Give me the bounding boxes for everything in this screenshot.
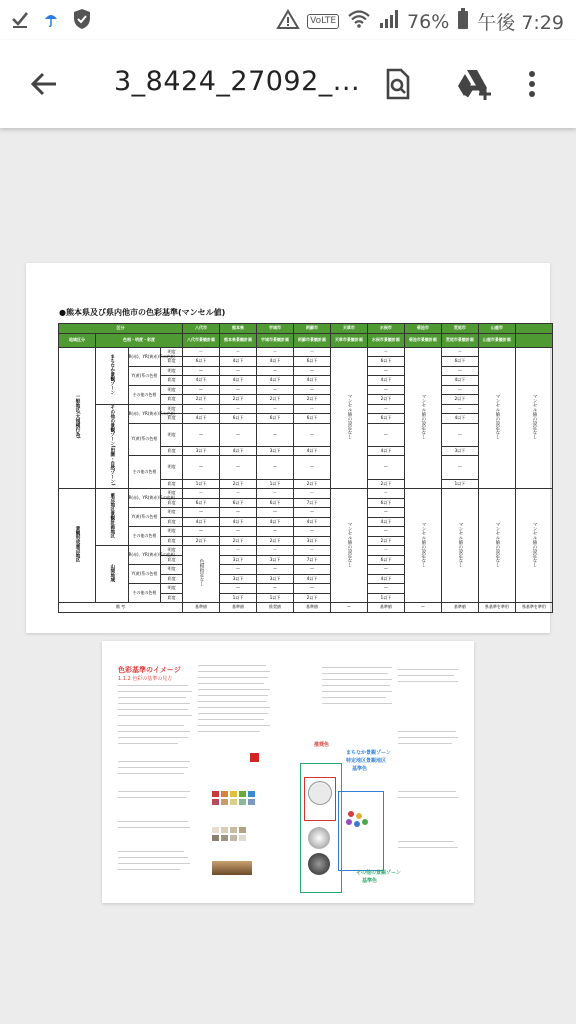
value-cell: — [441, 385, 478, 395]
value-cell: — [220, 423, 257, 446]
value-cell: 2以下 [367, 479, 404, 489]
value-cell: 3以下 [256, 574, 293, 584]
sub-cell: 明度 [161, 565, 183, 575]
hue-cell: Y(黄)系の色相 [128, 366, 161, 385]
value-cell: 2以下 [441, 395, 478, 405]
page2-heading: 色彩基準のイメージ [118, 666, 181, 674]
table-header: 地域区分 [59, 333, 96, 347]
value-cell: — [220, 366, 257, 376]
document-title: ●熊本県及び県内他市の色彩基準(マンセル値) [59, 308, 226, 317]
value-cell: 3以下 [441, 446, 478, 456]
hue-cell: その他の色相 [128, 385, 161, 404]
value-cell: — [293, 508, 330, 518]
value-cell: — [367, 508, 404, 518]
value-cell: — [220, 565, 257, 575]
value-cell: 色相指定なし [183, 546, 220, 603]
value-cell: 7以下 [293, 555, 330, 565]
value-cell: ー [367, 347, 404, 357]
value-cell: ー [293, 489, 330, 499]
table-header: 熊本県 [220, 324, 257, 334]
hue-cell: R(赤)、YR(黄赤)系の色相 [128, 546, 161, 565]
table-header: 区分 [59, 324, 183, 334]
zone-cell: 一般地区(大規模行為) [59, 347, 96, 489]
sub-cell: 彩度 [161, 536, 183, 546]
table-header: 山鹿市景観計画 [478, 333, 515, 347]
table-header: 色相・明度・彩度 [95, 333, 182, 347]
hue-cell: その他の色相 [128, 584, 161, 603]
value-cell: マンセル値の設定なし [404, 347, 441, 489]
value-cell: 4以下 [183, 517, 220, 527]
value-cell: 2以下 [220, 479, 257, 489]
sub-cell: 明度 [161, 584, 183, 594]
hue-cell: R(赤)、YR(黄赤)系の色相 [128, 404, 161, 423]
header-row [59, 333, 553, 347]
value-cell: ー [441, 404, 478, 414]
hue-cell: その他の色相 [128, 456, 161, 489]
value-cell: 3以下 [256, 446, 293, 456]
value-cell: 4以下 [441, 376, 478, 386]
battery-percent: 76% [407, 10, 450, 33]
value-cell: 2以下 [220, 395, 257, 405]
value-cell: 3以下 [220, 574, 257, 584]
value-cell: 6以下 [256, 498, 293, 508]
value-cell: — [256, 565, 293, 575]
page2-subheading: 1.1.2 色彩の基準の見方 [118, 676, 173, 682]
value-cell: 2以下 [293, 479, 330, 489]
value-cell: 2以下 [183, 395, 220, 405]
footer-cell: 基準値 [367, 603, 404, 613]
sub-cell: 明度 [161, 347, 183, 357]
value-cell: ー [367, 404, 404, 414]
table-header: 天草市 [330, 324, 367, 334]
value-cell: 2以下 [183, 536, 220, 546]
value-cell: 6以下 [183, 357, 220, 367]
more-vert-icon[interactable] [522, 66, 542, 102]
zone-cell: 景観形成重点地区 [59, 489, 96, 603]
value-cell: 7以下 [293, 498, 330, 508]
sub-cell: 明度 [161, 508, 183, 518]
value-cell: ー [220, 546, 257, 556]
group-cell: 重点地区景観計画地区 [95, 489, 128, 546]
value-cell: — [256, 508, 293, 518]
value-cell: 2以下 [220, 536, 257, 546]
value-cell: ー [183, 347, 220, 357]
group-cell: まちなか景観ゾーン [95, 347, 128, 404]
sub-cell: 彩度 [161, 517, 183, 527]
hue-cell: Y(黄)系の色相 [128, 508, 161, 527]
footer-cell: 県基準を準用 [515, 603, 552, 613]
value-cell: — [367, 366, 404, 376]
value-cell: マンセル値の設定なし [441, 489, 478, 603]
find-in-page-icon[interactable] [379, 66, 415, 102]
hue-cell: R(赤)、YR(黄赤)系の色相 [128, 347, 161, 366]
group-cell: 山間地域 [95, 546, 128, 603]
sub-cell: 彩度 [161, 593, 183, 603]
alert-triangle-icon [277, 9, 299, 34]
value-cell: 2以下 [293, 395, 330, 405]
volte-badge: VoLTE [307, 14, 339, 29]
value-cell: 2以下 [367, 536, 404, 546]
value-cell: 4以下 [220, 517, 257, 527]
value-cell: マンセル値の設定なし [330, 489, 367, 603]
table-header: 荒尾市景観計画 [441, 333, 478, 347]
value-cell: ー [256, 347, 293, 357]
value-cell: — [183, 366, 220, 376]
value-cell: — [183, 508, 220, 518]
sub-cell: 彩度 [161, 446, 183, 456]
table-header: 八代市景観計画 [183, 333, 220, 347]
sub-cell: 明度 [161, 404, 183, 414]
table-header: 菊池市 [404, 324, 441, 334]
sub-cell: 明度 [161, 456, 183, 479]
table-header: 水俣市景観計画 [367, 333, 404, 347]
value-cell: — [367, 423, 404, 446]
value-cell: 4以下 [256, 517, 293, 527]
value-cell: 3以下 [220, 555, 257, 565]
footer-cell: — [330, 603, 367, 613]
table-header [515, 324, 552, 334]
value-cell: — [441, 366, 478, 376]
value-cell: — [183, 456, 220, 479]
value-cell: 4以下 [441, 414, 478, 424]
value-cell: 6以下 [441, 357, 478, 367]
value-cell: — [256, 423, 293, 446]
app-bar [0, 40, 576, 128]
value-cell: — [256, 456, 293, 479]
value-cell: 4以下 [367, 376, 404, 386]
value-cell: — [293, 565, 330, 575]
sub-cell: 彩度 [161, 498, 183, 508]
value-cell: — [293, 584, 330, 594]
value-cell: — [256, 527, 293, 537]
value-cell: ー [256, 546, 293, 556]
sub-cell: 明度 [161, 423, 183, 446]
status-bar [0, 0, 576, 40]
value-cell: 4以下 [183, 414, 220, 424]
value-cell: 4以下 [367, 574, 404, 584]
signal-icon [379, 9, 399, 34]
value-cell: — [220, 584, 257, 594]
value-cell: ー [367, 546, 404, 556]
hue-cell: Y(黄)系の色相 [128, 565, 161, 584]
sub-cell: 明度 [161, 489, 183, 499]
table-header [515, 333, 552, 347]
value-cell: — [293, 366, 330, 376]
sub-cell: 明度 [161, 527, 183, 537]
value-cell: — [256, 584, 293, 594]
value-cell: — [256, 385, 293, 395]
value-cell: 2以下 [256, 536, 293, 546]
sub-cell: 明度 [161, 366, 183, 376]
table-header: 菊池市景観計画 [404, 333, 441, 347]
value-cell: 4以下 [367, 446, 404, 456]
value-cell: — [183, 423, 220, 446]
check-icon [10, 9, 30, 34]
value-cell: 4以下 [220, 376, 257, 386]
group-cell: その他の景観ゾーン(田園・自然ゾーン) [95, 404, 128, 489]
table-header: 阿蘇市景観計画 [293, 333, 330, 347]
value-cell: 3以下 [183, 446, 220, 456]
value-cell: 3以下 [256, 555, 293, 565]
value-cell: ー [220, 404, 257, 414]
value-cell: 6以下 [367, 414, 404, 424]
value-cell: 2以下 [293, 593, 330, 603]
value-cell: — [220, 508, 257, 518]
value-cell: 6以下 [367, 357, 404, 367]
header-row [59, 324, 553, 334]
value-cell: 6以下 [220, 414, 257, 424]
diagram-label: 特定地区景観地区 [346, 758, 387, 764]
value-cell: ー [256, 404, 293, 414]
value-cell: ー [183, 489, 220, 499]
value-cell: 4以下 [220, 446, 257, 456]
value-cell: 2以下 [256, 395, 293, 405]
footer-cell: — [404, 603, 441, 613]
footer-cell: 推奨値 [256, 603, 293, 613]
value-cell: 6以下 [367, 555, 404, 565]
value-cell: 4以下 [293, 517, 330, 527]
value-cell: — [293, 527, 330, 537]
sub-cell: 明度 [161, 546, 183, 556]
hue-cell: その他の色相 [128, 527, 161, 546]
value-cell: — [220, 456, 257, 479]
table-header: 山鹿市 [478, 324, 515, 334]
table-header: 八代市 [183, 324, 220, 334]
value-cell: ー [220, 489, 257, 499]
table-header: 宇城市 [256, 324, 293, 334]
value-cell: — [367, 584, 404, 594]
value-cell: 3以下 [293, 536, 330, 546]
value-cell: 1以下 [441, 479, 478, 489]
value-cell: 1以下 [220, 593, 257, 603]
value-cell: — [367, 565, 404, 575]
value-cell: ー [293, 347, 330, 357]
value-cell: 6以下 [256, 414, 293, 424]
value-cell: 6以下 [183, 498, 220, 508]
footer-cell: 基準値 [293, 603, 330, 613]
value-cell: ー [220, 347, 257, 357]
umbrella-icon [44, 11, 58, 33]
table-header: 阿蘇市 [293, 324, 330, 334]
table-row [59, 347, 553, 357]
footer-row [59, 603, 553, 613]
footer-cell: 基準値 [183, 603, 220, 613]
value-cell: — [183, 527, 220, 537]
clock: 午後 7:29 [477, 12, 564, 34]
footer-cell: 県基準を準用 [478, 603, 515, 613]
diagram-label: 基準色 [362, 878, 378, 884]
table-header: 宇城市景観計画 [256, 333, 293, 347]
file-title: 3_8424_27092_... [114, 66, 361, 97]
pdf-page-2[interactable] [102, 641, 474, 903]
value-cell: — [367, 456, 404, 479]
table-header: 水俣市 [367, 324, 404, 334]
value-cell: 4以下 [293, 574, 330, 584]
value-cell: マンセル値の設定なし [478, 489, 515, 603]
sub-cell: 彩度 [161, 357, 183, 367]
sub-cell: 彩度 [161, 395, 183, 405]
wifi-icon [347, 9, 371, 34]
color-standards-table [58, 323, 553, 613]
value-cell: — [367, 385, 404, 395]
value-cell: 6以下 [367, 498, 404, 508]
back-arrow-icon[interactable] [26, 66, 62, 102]
value-cell: 4以下 [256, 376, 293, 386]
value-cell: — [441, 423, 478, 446]
shield-icon [72, 8, 92, 35]
value-cell: — [293, 423, 330, 446]
add-to-drive-icon[interactable] [455, 66, 491, 102]
value-cell: 4以下 [293, 446, 330, 456]
value-cell: — [256, 366, 293, 376]
value-cell: 1以下 [256, 593, 293, 603]
sub-cell: 彩度 [161, 555, 183, 565]
hue-cell: Y(黄)系の色相 [128, 423, 161, 456]
footer-cell: 基準値 [441, 603, 478, 613]
diagram-label: 基準色 [352, 766, 368, 772]
value-cell: ー [367, 489, 404, 499]
value-cell: 4以下 [220, 357, 257, 367]
value-cell: 4以下 [293, 376, 330, 386]
diagram-label: 推奨色 [314, 742, 330, 748]
value-cell: 6以下 [220, 498, 257, 508]
hue-cell: R(赤)、YR(黄赤)系の色相 [128, 489, 161, 508]
battery-icon [457, 8, 469, 35]
sub-cell: 明度 [161, 385, 183, 395]
value-cell: — [183, 385, 220, 395]
value-cell: 1以下 [183, 479, 220, 489]
value-cell: 6以下 [293, 414, 330, 424]
value-cell: — [441, 456, 478, 479]
value-cell: ー [183, 404, 220, 414]
pdf-page-1[interactable] [26, 263, 550, 633]
value-cell: — [293, 456, 330, 479]
table-row [59, 489, 553, 499]
sub-cell: 彩度 [161, 376, 183, 386]
value-cell: 2以下 [367, 395, 404, 405]
value-cell: 1以下 [256, 479, 293, 489]
sub-cell: 彩度 [161, 414, 183, 424]
value-cell: — [293, 385, 330, 395]
value-cell: ー [293, 546, 330, 556]
value-cell: 4以下 [256, 357, 293, 367]
value-cell: ー [293, 404, 330, 414]
sub-cell: 彩度 [161, 479, 183, 489]
table-header: 荒尾市 [441, 324, 478, 334]
value-cell: ー [441, 347, 478, 357]
diagram-label: その他の景観ゾーン [356, 870, 401, 876]
diagram-label: まちなか景観ゾーン [346, 750, 391, 756]
value-cell: — [367, 527, 404, 537]
value-cell: 4以下 [183, 376, 220, 386]
value-cell: ー [256, 489, 293, 499]
value-cell: マンセル値の設定なし [478, 347, 515, 489]
footer-cell: 基準値 [220, 603, 257, 613]
table-header: 天草市景観計画 [330, 333, 367, 347]
value-cell: マンセル値の設定なし [330, 347, 367, 489]
value-cell: マンセル値の設定なし [404, 489, 441, 603]
value-cell: 6以下 [293, 357, 330, 367]
table-header: 熊本県景観計画 [220, 333, 257, 347]
value-cell: 4以下 [367, 517, 404, 527]
value-cell: — [220, 527, 257, 537]
value-cell: マンセル値の設定なし [515, 489, 552, 603]
value-cell: — [220, 385, 257, 395]
sub-cell: 彩度 [161, 574, 183, 584]
value-cell: 1以下 [367, 593, 404, 603]
value-cell: マンセル値の設定なし [515, 347, 552, 489]
footer-label: 備 考 [59, 603, 183, 613]
